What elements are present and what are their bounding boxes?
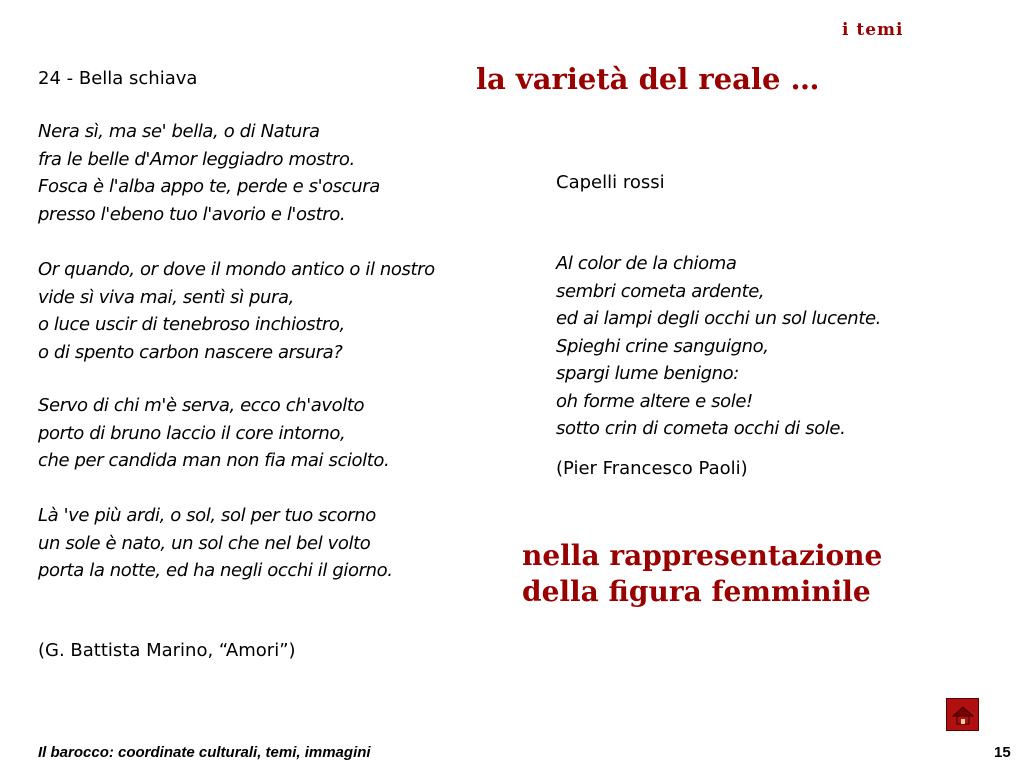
verse-line: ed ai lampi degli occhi un sol lucente. <box>556 308 881 329</box>
right-poem-title: Capelli rossi <box>556 172 665 193</box>
sub-heading-line: nella rappresentazione <box>522 539 883 572</box>
left-poem-credit: (G. Battista Marino, “Amori”) <box>38 640 296 661</box>
verse-line: Al color de la chioma <box>556 253 737 274</box>
verse-line: sembri cometa ardente, <box>556 280 765 302</box>
sub-heading <box>522 538 882 610</box>
left-poem-stanza-2 <box>38 256 435 366</box>
verse-line: o luce uscir di tenebroso inchiostro, <box>38 314 345 335</box>
verse-line: spargi lume benigno: <box>556 363 739 384</box>
verse-line: porta la notte, ed ha negli occhi il giorno. <box>38 560 393 581</box>
page-number: 15 <box>994 744 1011 761</box>
verse-line: Spieghi crine sanguigno, <box>556 335 769 357</box>
sub-heading-line: della figura femminile <box>522 575 871 608</box>
verse-line: porto di bruno laccio il core intorno, <box>38 422 346 444</box>
footer-title: Il barocco: coordinate culturali, temi, immagini <box>38 744 371 761</box>
right-poem-credit: (Pier Francesco Paoli) <box>556 458 748 479</box>
right-poem-verses <box>556 250 881 443</box>
verse-line: fra le belle d'Amor leggiadro mostro. <box>38 148 355 170</box>
home-icon <box>951 704 975 726</box>
verse-line: un sole è nato, un sol che nel bel volto <box>38 532 371 554</box>
verse-line: che per candida man non fia mai sciolto. <box>38 450 390 471</box>
verse-line: Or quando, or dove il mondo antico o il nostro <box>38 259 435 280</box>
verse-line: sotto crin di cometa occhi di sole. <box>556 418 846 439</box>
left-poem-title: 24 - Bella schiava <box>38 68 198 89</box>
home-button[interactable] <box>946 698 979 731</box>
section-tag: i temi <box>842 20 904 40</box>
left-poem-stanza-1 <box>38 118 380 228</box>
verse-line: Servo di chi m'è serva, ecco ch'avolto <box>38 395 365 416</box>
verse-line: Fosca è l'alba appo te, perde e s'oscura <box>38 176 380 197</box>
verse-line: Nera sì, ma se' bella, o di Natura <box>38 121 320 142</box>
left-poem-stanza-3 <box>38 392 389 475</box>
verse-line: oh forme altere e sole! <box>556 390 753 412</box>
main-heading: la varietà del reale … <box>476 62 820 96</box>
verse-line: o di spento carbon nascere arsura? <box>38 341 343 363</box>
verse-line: presso l'ebeno tuo l'avorio e l'ostro. <box>38 203 346 225</box>
left-poem-stanza-4 <box>38 502 393 585</box>
verse-line: Là 've più ardi, o sol, sol per tuo scorno <box>38 505 376 526</box>
verse-line: vide sì viva mai, sentì sì pura, <box>38 286 294 308</box>
